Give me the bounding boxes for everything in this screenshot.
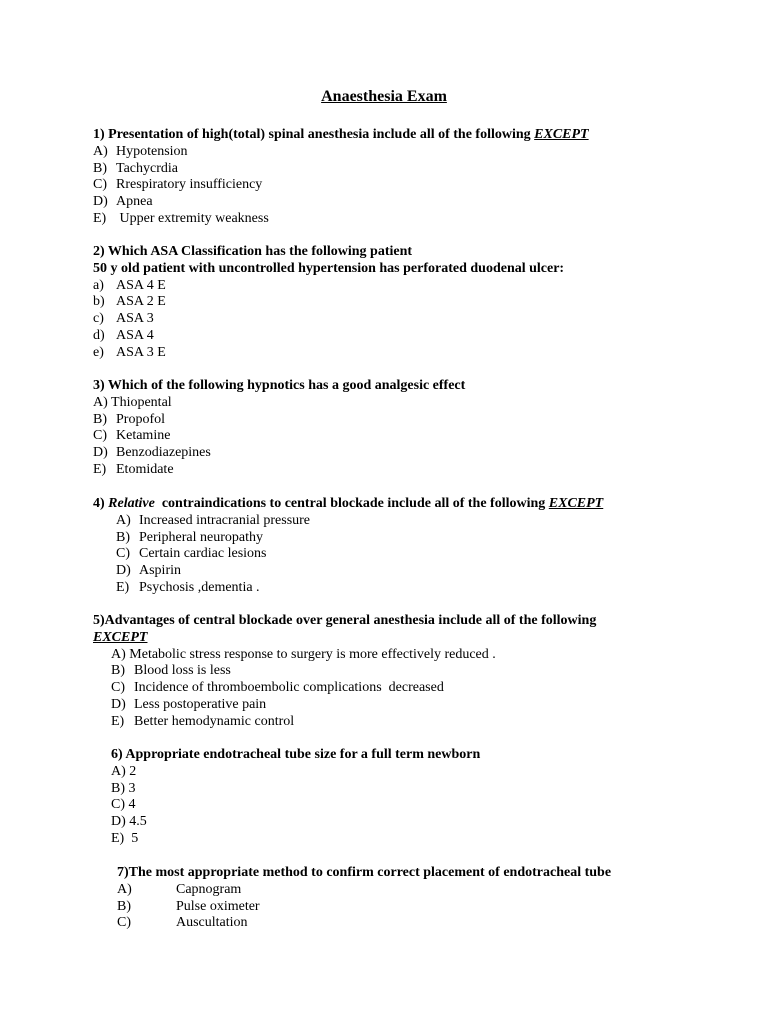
option-letter: e) — [93, 344, 104, 360]
option — [93, 294, 564, 311]
except-label: EXCEPT — [534, 127, 589, 142]
option-letter: A) — [93, 394, 108, 410]
option-text: Ketamine — [116, 428, 171, 444]
option-letter: B) — [117, 898, 131, 914]
option — [116, 513, 603, 530]
option-letter: D) — [116, 563, 131, 579]
option — [93, 161, 589, 178]
option — [93, 328, 564, 345]
question-4-stem — [93, 496, 603, 513]
option — [111, 697, 596, 714]
option — [111, 680, 596, 697]
option-text: Upper extremity weakness — [116, 210, 269, 226]
option — [93, 211, 589, 228]
option-text: Psychosis ,dementia . — [139, 579, 260, 595]
option — [111, 663, 596, 680]
option — [117, 882, 611, 899]
option-text: Better hemodynamic control — [134, 713, 295, 729]
except-label: EXCEPT — [548, 496, 604, 511]
option — [93, 395, 465, 412]
question-3-stem: 3) Which of the following hypnotics has a good analgesic effect — [93, 378, 466, 393]
option — [111, 814, 480, 831]
option-text: 2 — [129, 763, 137, 779]
question-1-stem — [93, 127, 589, 144]
option-text: Propofol — [116, 411, 165, 427]
option — [93, 144, 589, 161]
option-letter: E) — [93, 461, 107, 477]
option-letter: D) — [111, 696, 126, 712]
option-text: Increased intracranial pressure — [139, 512, 311, 528]
option — [116, 530, 603, 547]
question-6 — [111, 747, 480, 848]
option — [117, 915, 611, 932]
option-text: ASA 3 — [116, 311, 154, 327]
option-letter: E) — [116, 579, 130, 595]
option — [111, 714, 596, 731]
question-3 — [93, 378, 465, 479]
option — [111, 797, 480, 814]
option-letter: C) — [111, 797, 125, 813]
option — [111, 831, 480, 848]
option-text: 4.5 — [129, 814, 147, 830]
option-text: Auscultation — [176, 915, 248, 931]
option-text: 5 — [127, 830, 139, 846]
option — [93, 345, 564, 362]
option-text: Rrespiratory insufficiency — [116, 177, 263, 193]
option — [93, 428, 465, 445]
option-letter: D) — [111, 814, 126, 830]
option-letter: E) — [93, 210, 107, 226]
option-letter: D) — [93, 445, 108, 461]
option — [93, 412, 465, 429]
option-text: 4 — [128, 797, 136, 813]
option-text: ASA 3 E — [116, 344, 166, 360]
option-text: Metabolic stress response to surgery is more effectively reduced . — [129, 646, 496, 662]
option — [93, 278, 564, 295]
option-text: Pulse oximeter — [176, 898, 260, 914]
question-2 — [93, 244, 564, 362]
option — [93, 445, 465, 462]
relative-label: Relative — [108, 496, 155, 511]
option-text: Blood loss is less — [134, 663, 231, 679]
option-letter: C) — [111, 680, 125, 696]
option-text: Apnea — [116, 194, 153, 210]
question-4-options — [93, 513, 603, 597]
question-6-stem: 6) Appropriate endotracheal tube size for a full term newborn — [111, 747, 481, 762]
option-text: ASA 2 E — [116, 294, 166, 310]
option — [93, 462, 465, 479]
option — [93, 177, 589, 194]
option-letter: c) — [93, 311, 104, 327]
option-letter: A) — [117, 881, 132, 897]
question-5-stem: 5)Advantages of central blockade over general anesthesia include all of the following — [93, 613, 597, 628]
option-letter: B) — [111, 780, 125, 796]
option-text: Benzodiazepines — [116, 445, 211, 461]
option-letter: d) — [93, 327, 105, 343]
option-letter: E) — [111, 713, 125, 729]
question-1 — [93, 127, 589, 228]
question-7 — [117, 865, 611, 932]
option-text: Capnogram — [176, 881, 242, 897]
option-letter: B) — [93, 411, 107, 427]
option — [111, 764, 480, 781]
option-text: Hypotension — [116, 143, 188, 159]
question-5 — [93, 613, 596, 731]
page-title: Anaesthesia Exam — [321, 88, 447, 105]
option-letter: A) — [116, 512, 131, 528]
question-1-text: 1) Presentation of high(total) spinal anesthesia include all of the following — [93, 127, 535, 142]
option-text: Aspirin — [139, 563, 181, 579]
option-letter: C) — [116, 546, 130, 562]
option-text: Incidence of thromboembolic complications decreased — [134, 680, 444, 696]
option-letter: C) — [93, 428, 107, 444]
option-letter: A) — [111, 763, 126, 779]
option — [93, 311, 564, 328]
option-text: ASA 4 E — [116, 277, 166, 293]
option — [111, 647, 596, 664]
option-letter: A) — [93, 143, 108, 159]
option-letter: A) — [111, 646, 126, 662]
option-letter: B) — [93, 160, 107, 176]
option-letter: a) — [93, 277, 104, 293]
option-letter: b) — [93, 294, 105, 310]
option-text: ASA 4 — [116, 327, 154, 343]
option — [116, 546, 603, 563]
question-4-number: 4) — [93, 496, 109, 511]
option — [116, 580, 603, 597]
option — [117, 899, 611, 916]
option-letter: B) — [116, 529, 130, 545]
option-text: Peripheral neuropathy — [139, 529, 264, 545]
option-text: Less postoperative pain — [134, 696, 267, 712]
question-2-stem: 2) Which ASA Classification has the following patient — [93, 244, 413, 259]
option-letter: E) — [111, 830, 125, 846]
option-letter: B) — [111, 663, 125, 679]
option-letter: C) — [117, 915, 131, 931]
option-letter: C) — [93, 177, 107, 193]
option-text: Thiopental — [111, 394, 172, 410]
question-5-options — [93, 647, 596, 731]
question-7-stem: 7)The most appropriate method to confirm correct placement of endotracheal tube — [117, 865, 612, 880]
option-text: Tachycrdia — [116, 160, 178, 176]
option — [111, 781, 480, 798]
option-text: Etomidate — [116, 461, 174, 477]
option — [93, 194, 589, 211]
option-text: Certain cardiac lesions — [139, 546, 267, 562]
option-letter: D) — [93, 194, 108, 210]
except-label: EXCEPT — [93, 629, 148, 645]
option-text: 3 — [128, 780, 136, 796]
question-4 — [93, 496, 603, 597]
question-4-text: contraindications to central blockade include all of the following — [154, 496, 549, 511]
option — [116, 563, 603, 580]
question-2-case: 50 y old patient with uncontrolled hypertension has perforated duodenal ulcer: — [93, 260, 565, 276]
